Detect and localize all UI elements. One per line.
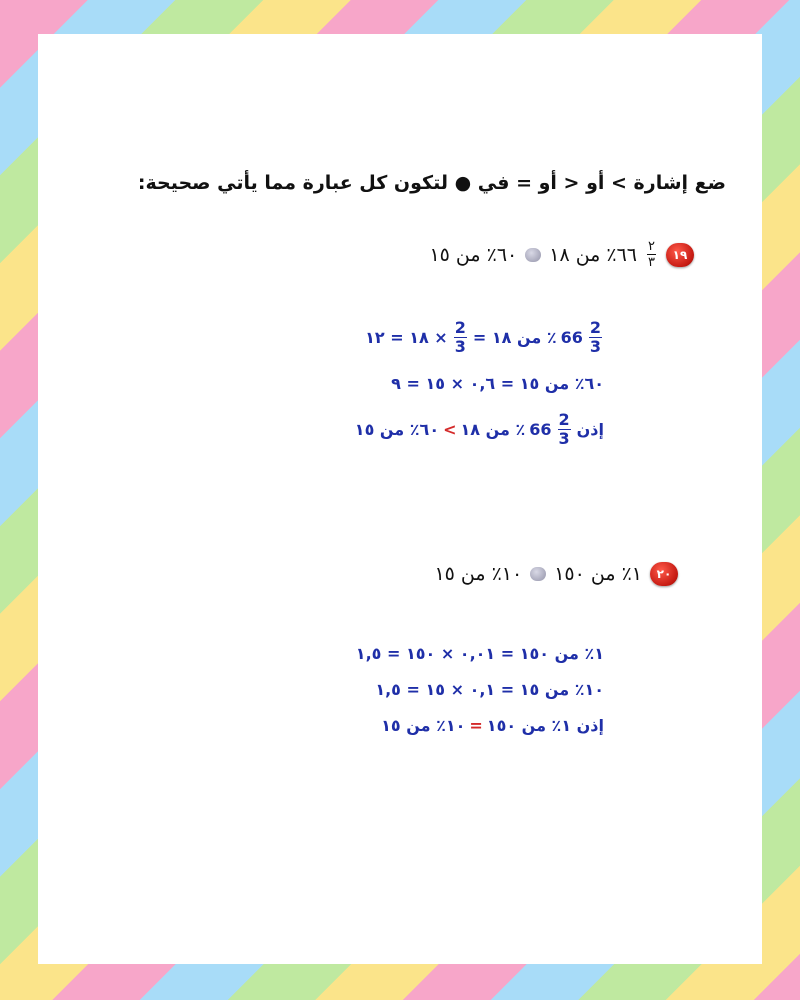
comparison-sign: > [443,420,457,439]
solution-19-line-1: $\frac{2}{3}$ 66 ٪ من ١٨ = $\frac{2}{3}$ × ١٨ = ١٢ [365,318,601,356]
solution-20-line-3: إذن ١٪ من ١٥٠ = ١٠٪ من ١٥ [381,716,604,735]
comparison-sign: = [469,716,483,735]
right-expression: ١٠٪ من ١٥ [434,563,523,585]
mixed-fraction: $\frac{٢}{٣}$ [648,239,655,270]
problem-20 [434,562,678,586]
problem-19 [429,240,694,269]
worksheet-card [38,34,762,964]
comparison-circle-icon[interactable] [525,248,541,262]
solution-20-line-2: ١٠٪ من ١٥ = ٠,١ × ١٥ = ١,٥ [375,680,604,699]
fraction: $\frac{2}{3}$ [454,318,466,356]
problem-number-badge: ٢٠ [650,562,678,586]
solution-20-line-1: ١٪ من ١٥٠ = ٠,٠١ × ١٥٠ = ١,٥ [355,644,604,663]
left-expression: ٦٦٪ من ١٨ [549,243,638,266]
problem-number-badge: ١٩ [666,243,694,267]
comparison-circle-icon[interactable] [530,567,546,581]
solution-19-line-3: إذن $\frac{2}{3}$ 66 ٪ من ١٨ > ٦٠٪ من ١٥ [354,410,604,448]
solution-19-line-2: ٦٠٪ من ١٥ = ٠,٦ × ١٥ = ٩ [391,374,604,393]
left-expression: ١٪ من ١٥٠ [554,563,642,585]
fraction: $\frac{2}{3}$ [589,318,601,356]
instruction-text: ضع إشارة > أو < أو = في ● لتكون كل عبارة مما يأتي صحيحة: [137,172,726,194]
fraction: $\frac{2}{3}$ [558,410,570,448]
right-expression: ٦٠٪ من ١٥ [429,243,518,266]
